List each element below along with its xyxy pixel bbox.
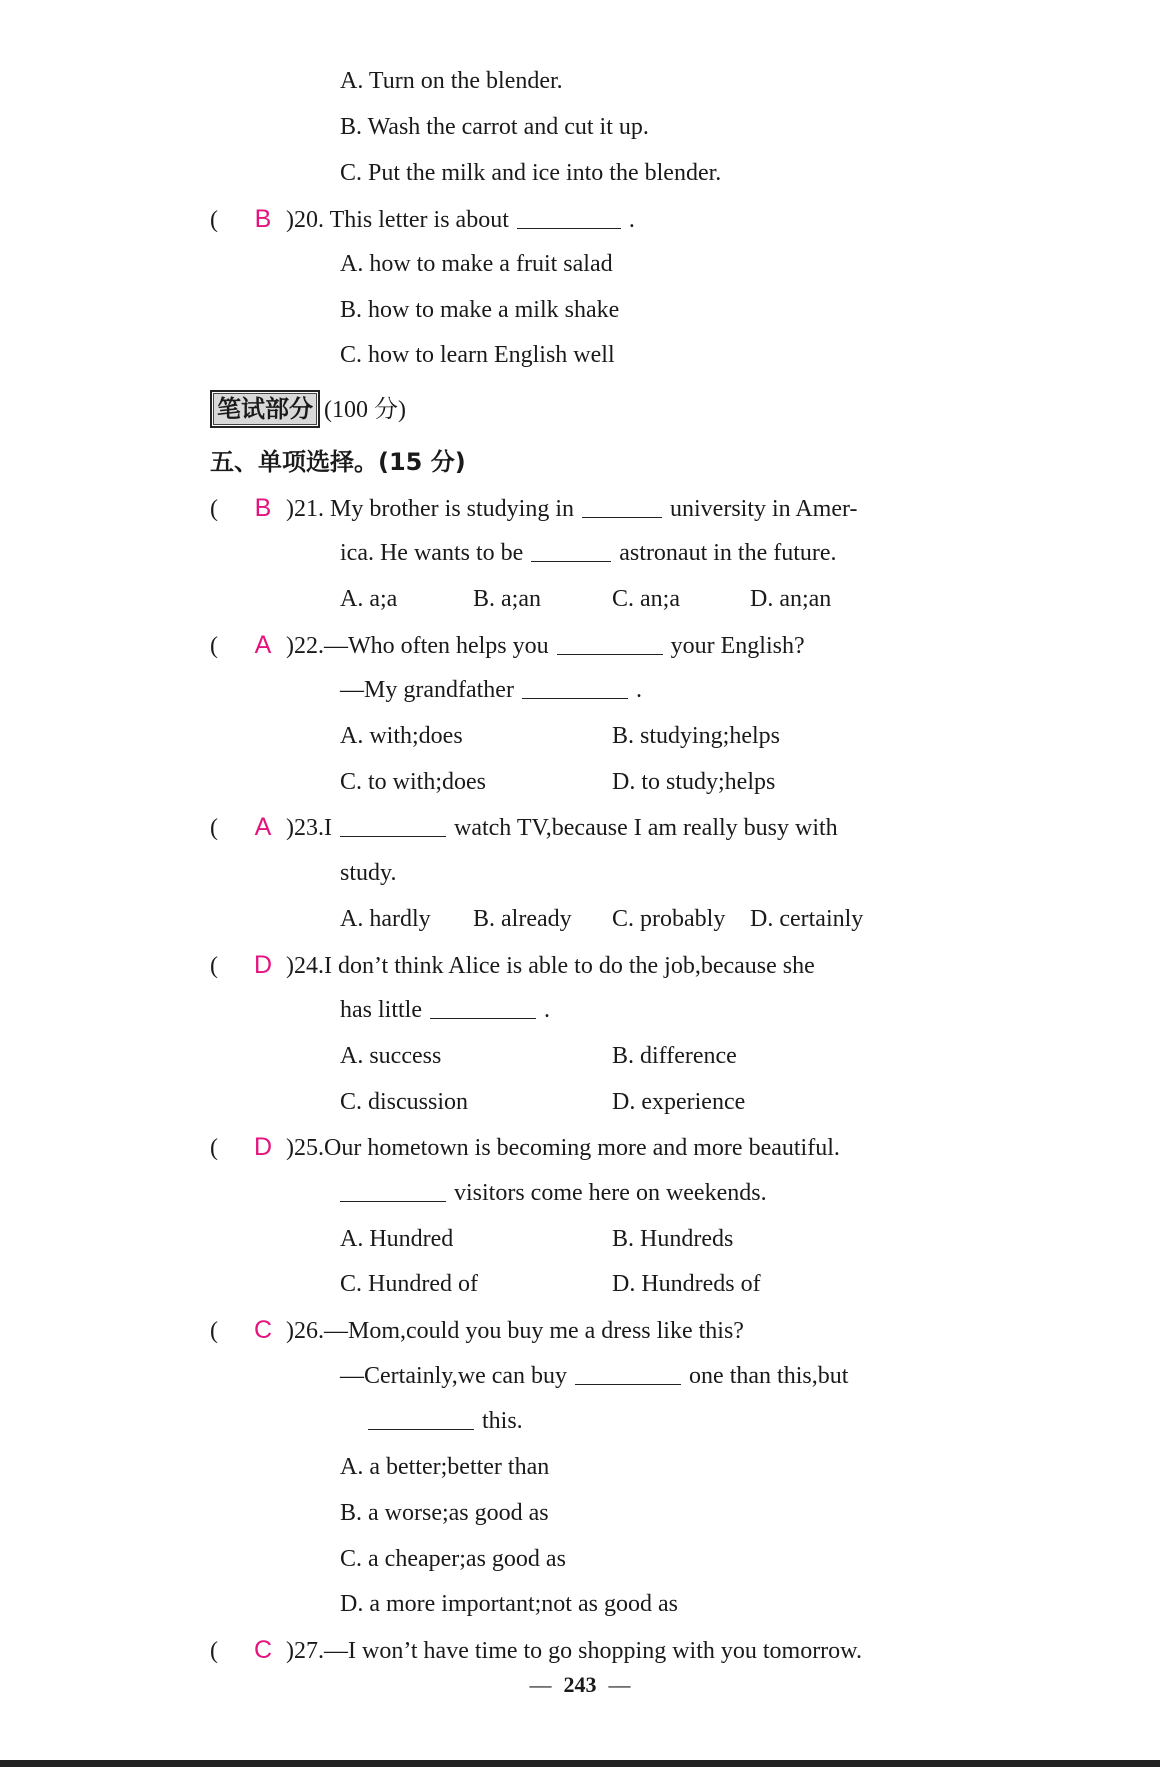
q22-option-d: D. to study;helps <box>612 769 776 795</box>
q23-option-d: D. certainly <box>750 906 864 932</box>
q23-option-b: B. already <box>473 906 572 932</box>
q22-text-4: . <box>635 677 642 703</box>
answer-20: B <box>254 205 272 233</box>
q26-text-1: —Mom,could you buy me a dress like this? <box>324 1318 744 1344</box>
answer-blank <box>531 541 611 562</box>
q21-text-3: ica. He wants to be <box>340 540 524 566</box>
q26-option-a: A. a better;better than <box>340 1454 550 1480</box>
answer-22: A <box>254 631 272 659</box>
q20-end: . <box>628 207 635 233</box>
q24-text-3: . <box>543 997 550 1023</box>
q22-option-a: A. with;does <box>340 723 463 749</box>
q24-text-1: I don’t think Alice is able to do the job,because she <box>324 953 815 979</box>
answer-blank <box>368 1409 474 1430</box>
answer-blank <box>557 634 663 655</box>
part5-heading: 五、单项选择。(15 分) <box>210 448 466 476</box>
answer-blank <box>340 816 446 837</box>
q19-option-b: B. Wash the carrot and cut it up. <box>340 114 649 140</box>
q22-text-3: —My grandfather <box>340 677 514 703</box>
q24-options-row-1 <box>340 1041 940 1071</box>
question-number-20: )20. <box>286 207 324 233</box>
question-20: ( B )20. This letter is about . <box>210 205 635 233</box>
q22-text-1: —Who often helps you <box>324 633 549 659</box>
question-number-21: )21. <box>286 496 324 522</box>
q24-option-c: C. discussion <box>340 1089 469 1115</box>
q21-option-a: A. a;a <box>340 586 398 612</box>
q21-option-b: B. a;an <box>473 586 541 612</box>
q23-text-1: I <box>324 815 332 841</box>
question-number-23: )23. <box>286 815 324 841</box>
q21-option-d: D. an;an <box>750 586 832 612</box>
section-header <box>210 390 406 428</box>
q26-text-2: —Certainly,we can buy <box>340 1363 568 1389</box>
question-number-26: )26. <box>286 1318 324 1344</box>
q26-line-2 <box>340 1361 848 1391</box>
q21-line-2 <box>340 538 837 568</box>
footer-dash-right: — <box>608 1672 631 1697</box>
answer-24: D <box>253 951 273 979</box>
q24-option-a: A. success <box>340 1043 442 1069</box>
q24-options-row-2 <box>340 1087 940 1117</box>
section-label: 笔试部分 <box>213 393 317 425</box>
question-21: ( B )21. My brother is studying in university in Amer- <box>210 494 858 522</box>
answer-27: C <box>253 1636 273 1664</box>
q26-text-3: one than this,but <box>689 1363 849 1389</box>
q22-text-2: your English? <box>670 633 805 659</box>
question-number-27: )27. <box>286 1638 324 1664</box>
footer-dash-left: — <box>529 1672 552 1697</box>
question-23: ( A )23.I watch TV,because I am really busy with <box>210 813 838 841</box>
q25-options-row-2 <box>340 1269 940 1299</box>
q20-option-c: C. how to learn English well <box>340 342 615 368</box>
q25-line-2 <box>340 1178 767 1208</box>
q22-line-2 <box>340 675 642 705</box>
q24-option-d: D. experience <box>612 1089 746 1115</box>
question-27: ( C )27.—I won’t have time to go shopping with you tomorrow. <box>210 1636 862 1664</box>
q21-text-1: My brother is studying in <box>330 496 574 522</box>
q23-options <box>340 904 940 934</box>
q24-option-b: B. difference <box>612 1043 737 1069</box>
q25-option-a: A. Hundred <box>340 1226 454 1252</box>
answer-23: A <box>254 813 272 841</box>
question-number-24: )24. <box>286 953 324 979</box>
page-number: 243 <box>563 1672 597 1697</box>
q24-line-2 <box>340 995 550 1025</box>
q22-option-c: C. to with;does <box>340 769 487 795</box>
q25-option-b: B. Hundreds <box>612 1226 734 1252</box>
answer-blank <box>340 1181 446 1202</box>
q23-option-c: C. probably <box>612 906 726 932</box>
q25-text-2: visitors come here on weekends. <box>454 1180 767 1206</box>
q23-text-2: watch TV,because I am really busy with <box>454 815 838 841</box>
q20-option-a: A. how to make a fruit salad <box>340 251 613 277</box>
q24-text-2: has little <box>340 997 422 1023</box>
section-points: (100 分) <box>324 397 406 423</box>
page-footer <box>0 1672 1160 1698</box>
q26-option-d: D. a more important;not as good as <box>340 1591 678 1617</box>
answer-blank <box>582 497 662 518</box>
question-25: ( D )25.Our hometown is becoming more and more beautiful. <box>210 1133 840 1161</box>
q20-option-b: B. how to make a milk shake <box>340 297 620 323</box>
answer-blank <box>575 1364 681 1385</box>
q26-option-b: B. a worse;as good as <box>340 1500 549 1526</box>
q21-text-4: astronaut in the future. <box>619 540 837 566</box>
q25-option-d: D. Hundreds of <box>612 1271 761 1297</box>
q20-stem: This letter is about <box>329 207 509 233</box>
answer-blank <box>517 208 621 229</box>
q25-options-row-1 <box>340 1224 940 1254</box>
question-24: ( D )24.I don’t think Alice is able to do the job,because she <box>210 951 815 979</box>
question-26: ( C )26.—Mom,could you buy me a dress like this? <box>210 1316 744 1344</box>
q27-text-1: —I won’t have time to go shopping with you tomorrow. <box>324 1638 862 1664</box>
answer-blank <box>430 998 536 1019</box>
q23-line-2: study. <box>340 860 397 886</box>
question-22: ( A )22.—Who often helps you your English? <box>210 631 805 659</box>
q26-text-4: this. <box>482 1408 523 1434</box>
bottom-edge-bar <box>0 1760 1160 1767</box>
q25-option-c: C. Hundred of <box>340 1271 478 1297</box>
q26-line-3 <box>368 1406 523 1436</box>
q26-option-c: C. a cheaper;as good as <box>340 1546 566 1572</box>
q22-option-b: B. studying;helps <box>612 723 781 749</box>
q21-option-c: C. an;a <box>612 586 680 612</box>
answer-25: D <box>253 1133 273 1161</box>
q21-text-2: university in Amer- <box>670 496 858 522</box>
answer-blank <box>522 678 628 699</box>
answer-21: B <box>254 494 272 522</box>
answer-26: C <box>253 1316 273 1344</box>
q19-option-a: A. Turn on the blender. <box>340 68 563 94</box>
question-number-22: )22. <box>286 633 324 659</box>
question-number-25: )25. <box>286 1135 324 1161</box>
section-label-box <box>210 390 320 428</box>
q22-options-row-2 <box>340 767 940 797</box>
q22-options-row-1 <box>340 721 940 751</box>
q21-options <box>340 584 940 614</box>
q19-option-c: C. Put the milk and ice into the blender. <box>340 160 722 186</box>
q23-option-a: A. hardly <box>340 906 431 932</box>
q25-text-1: Our hometown is becoming more and more beautiful. <box>324 1135 840 1161</box>
